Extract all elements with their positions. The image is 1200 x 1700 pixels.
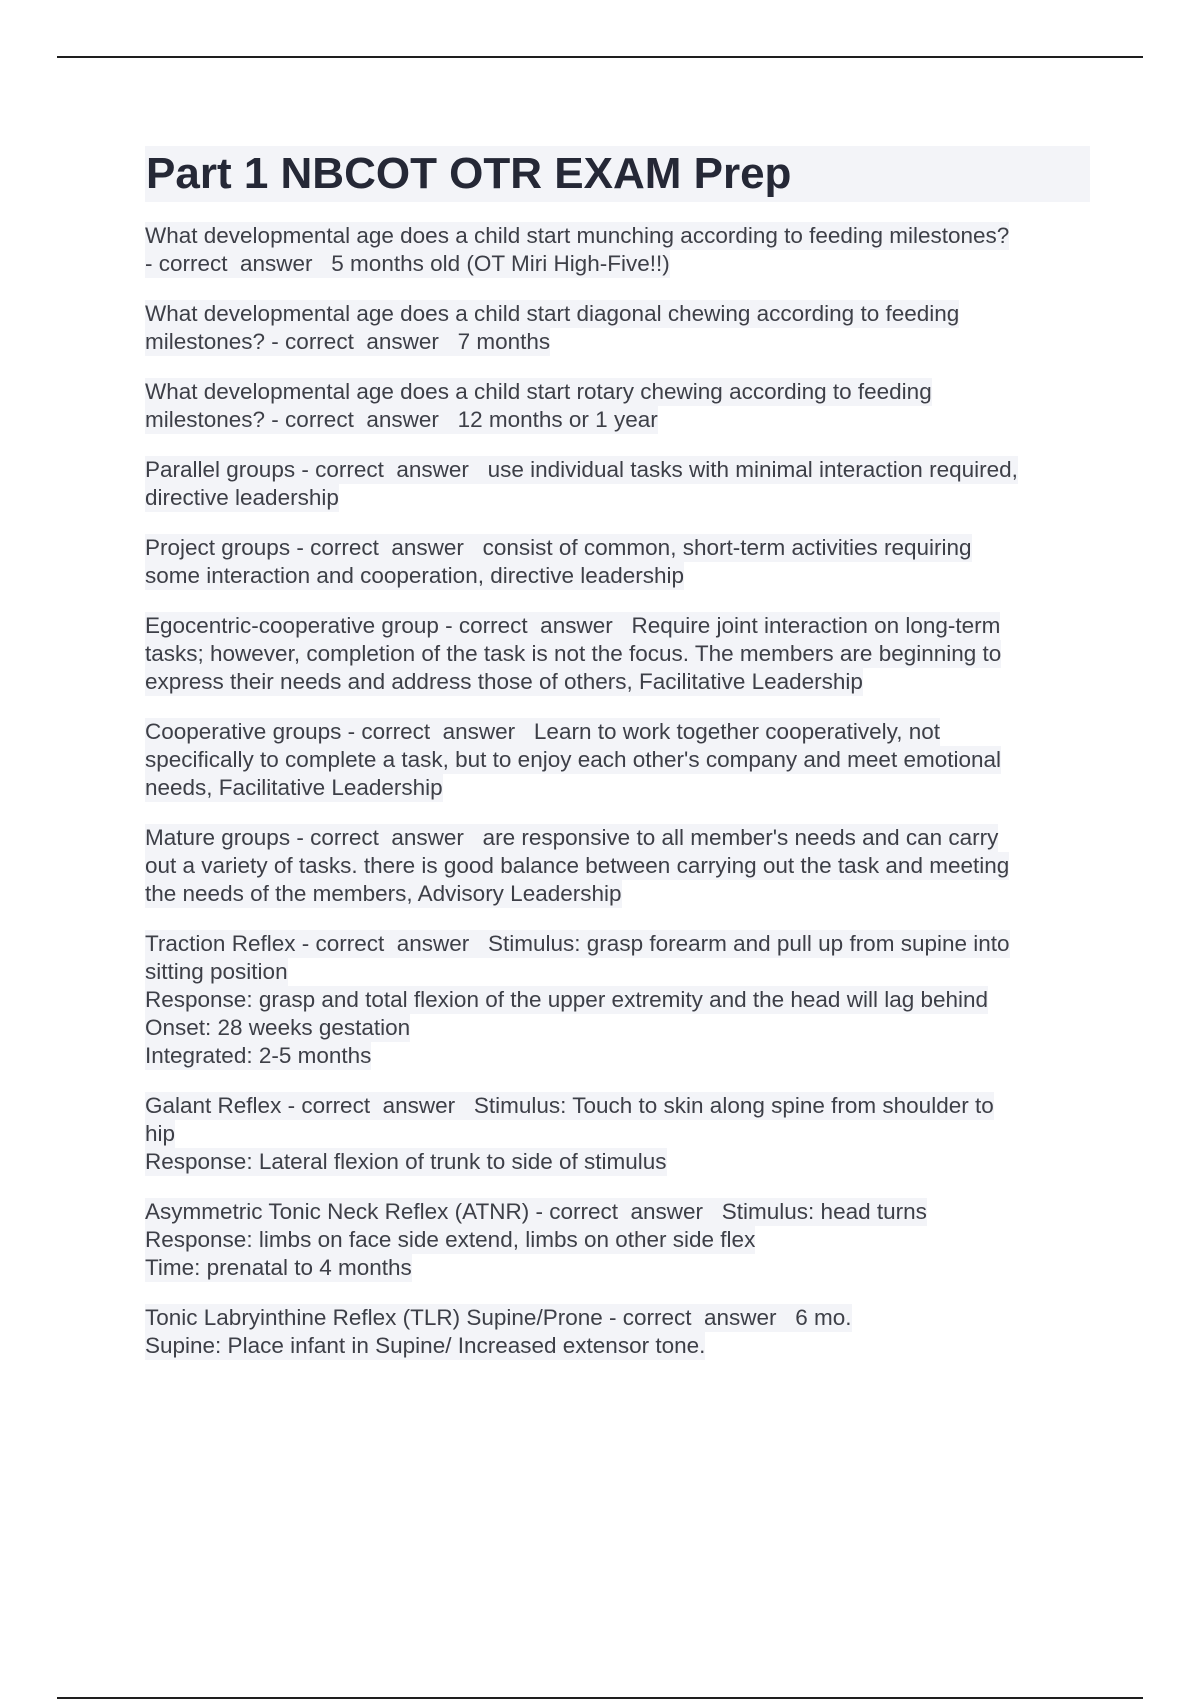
qa-line: milestones? - correct answer 7 months [145,329,551,354]
qa-line: Parallel groups - correct answer use individual tasks with minimal interaction required, [145,457,1018,482]
qa-line: Project groups - correct answer consist of common, short-term activities requiring [145,535,972,560]
header-rule [57,56,1143,58]
qa-item-12 [145,1304,1090,1360]
qa-line: Integrated: 2-5 months [145,1043,372,1068]
footer-rule [57,1697,1143,1699]
qa-line: Galant Reflex - correct answer Stimulus: Touch to skin along spine from shoulder to [145,1093,994,1118]
qa-line: hip [145,1121,176,1146]
qa-line: What developmental age does a child start rotary chewing according to feeding [145,379,932,404]
qa-item-9 [145,930,1090,1070]
qa-line: Mature groups - correct answer are responsive to all member's needs and can carry [145,825,999,850]
qa-line: Traction Reflex - correct answer Stimulus: grasp forearm and pull up from supine into [145,931,1010,956]
qa-line: Tonic Labryinthine Reflex (TLR) Supine/Prone - correct answer 6 mo. [145,1305,852,1330]
qa-line: directive leadership [145,485,339,510]
qa-line: Supine: Place infant in Supine/ Increased extensor tone. [145,1333,706,1358]
qa-line: Response: grasp and total flexion of the upper extremity and the head will lag behind [145,987,989,1012]
qa-line: milestones? - correct answer 12 months or 1 year [145,407,658,432]
document-body [145,146,1090,1382]
qa-item-2 [145,300,1090,356]
qa-line: sitting position [145,959,288,984]
qa-item-5 [145,534,1090,590]
qa-line: out a variety of tasks. there is good balance between carrying out the task and meeting [145,853,1010,878]
qa-line: specifically to complete a task, but to enjoy each other's company and meet emotional [145,747,1002,772]
qa-item-6 [145,612,1090,696]
qa-item-3 [145,378,1090,434]
qa-item-4 [145,456,1090,512]
qa-line: - correct answer 5 months old (OT Miri High-Five!!) [145,251,670,276]
qa-line: Asymmetric Tonic Neck Reflex (ATNR) - correct answer Stimulus: head turns [145,1199,927,1224]
qa-line: Egocentric-cooperative group - correct answer Require joint interaction on long-term [145,613,1001,638]
qa-item-7 [145,718,1090,802]
document-title: Part 1 NBCOT OTR EXAM Prep [145,146,1090,202]
qa-line: Onset: 28 weeks gestation [145,1015,411,1040]
qa-item-8 [145,824,1090,908]
qa-line: some interaction and cooperation, directive leadership [145,563,685,588]
qa-line: Time: prenatal to 4 months [145,1255,412,1280]
qa-item-11 [145,1198,1090,1282]
qa-item-10 [145,1092,1090,1176]
qa-line: the needs of the members, Advisory Leadership [145,881,622,906]
qa-line: Response: Lateral flexion of trunk to side of stimulus [145,1149,667,1174]
qa-line: express their needs and address those of others, Facilitative Leadership [145,669,863,694]
qa-line: Response: limbs on face side extend, limbs on other side flex [145,1227,756,1252]
qa-item-1 [145,222,1090,278]
qa-line: What developmental age does a child start munching according to feeding milestones? [145,223,1010,248]
qa-line: needs, Facilitative Leadership [145,775,443,800]
qa-line: Cooperative groups - correct answer Learn to work together cooperatively, not [145,719,940,744]
qa-line: What developmental age does a child start diagonal chewing according to feeding [145,301,960,326]
qa-line: tasks; however, completion of the task is not the focus. The members are beginning to [145,641,1002,666]
